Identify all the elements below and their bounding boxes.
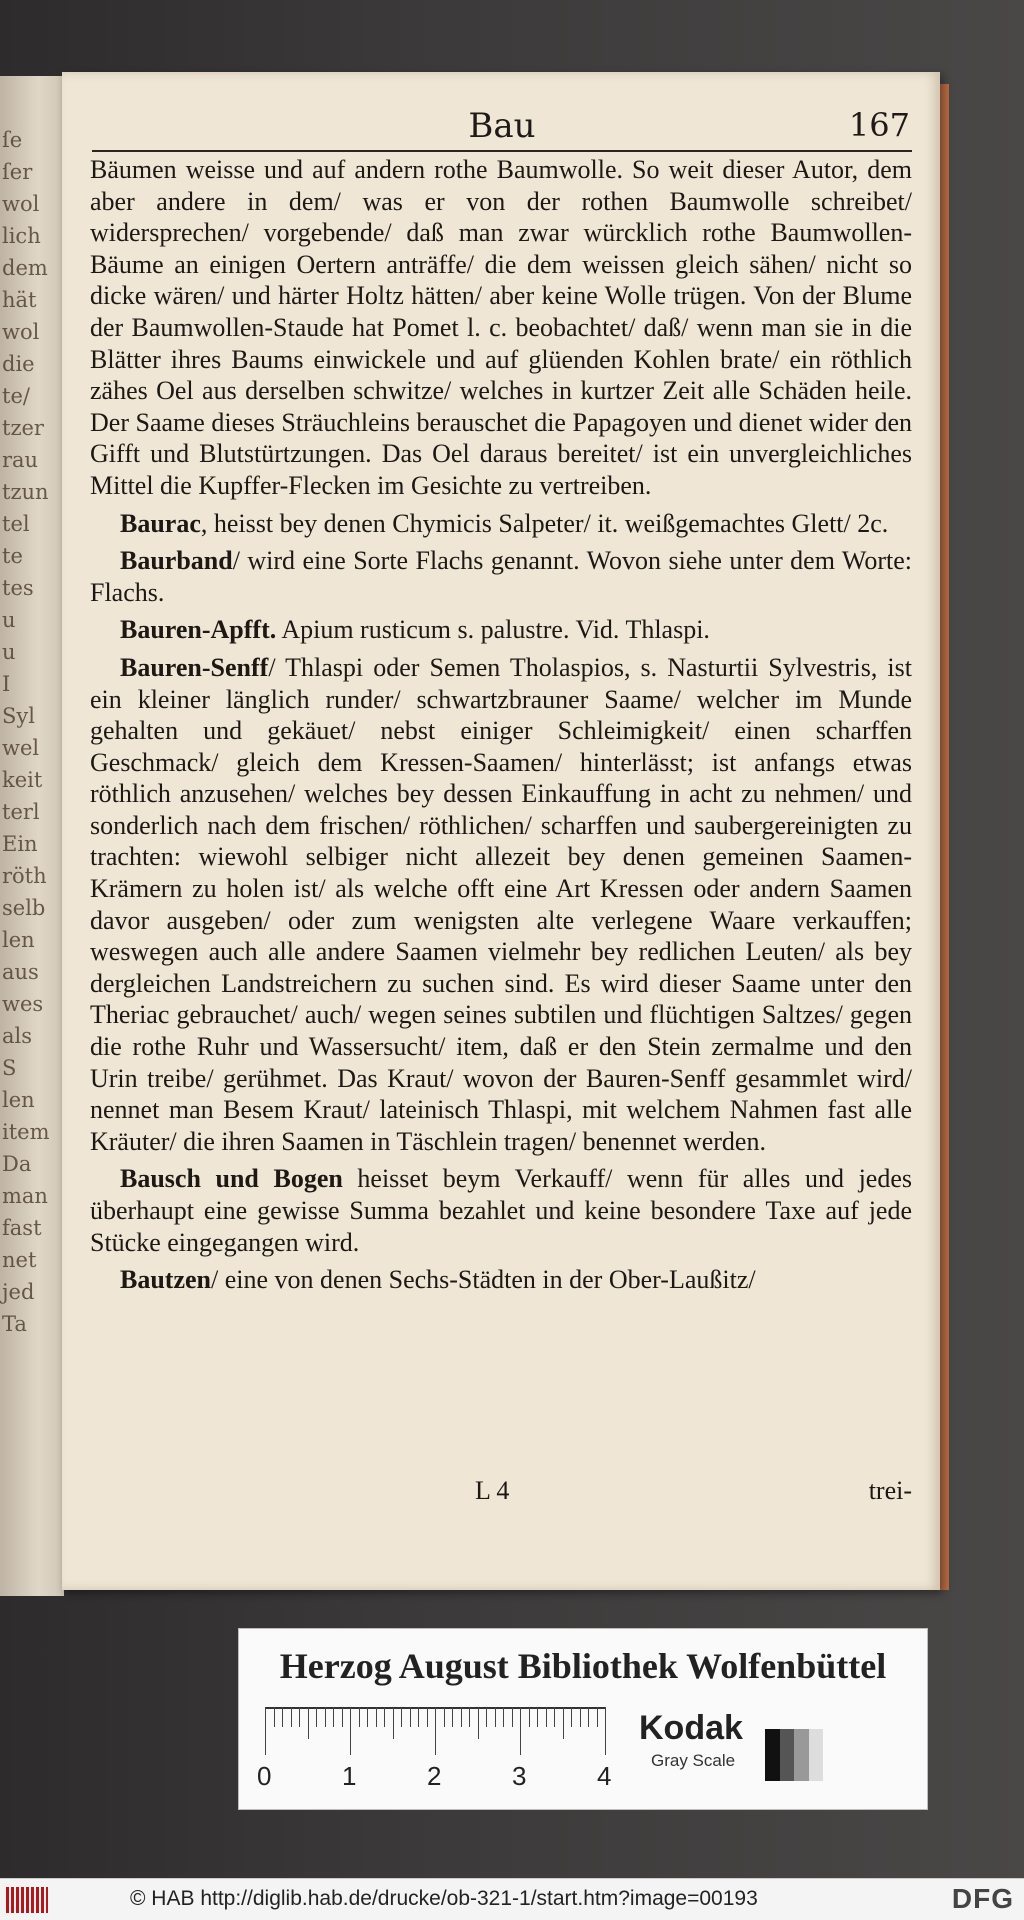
prev-page-fragment: Ein — [2, 832, 38, 856]
previous-page-edge — [0, 76, 64, 1596]
prev-page-fragment: hät — [2, 288, 37, 312]
ruler-number: 1 — [342, 1761, 357, 1791]
dictionary-entry — [90, 652, 912, 1158]
ruler-tick — [308, 1707, 309, 1739]
entry-text: heisset beym Verkauff/ wenn für alles und jedes überhaupt eine gewisse Summa bezahlet und keine besondere Taxe auf jede Stücke eingegangen wird. — [90, 1164, 912, 1257]
page-number: 167 — [848, 106, 910, 144]
ruler-tick — [427, 1707, 428, 1727]
ruler-tick — [350, 1707, 351, 1755]
ruler-tick — [461, 1707, 462, 1727]
entry-text: / eine von denen Sechs-Städten in der Ober-Laußitz/ — [211, 1265, 756, 1295]
ruler-tick — [367, 1707, 368, 1727]
ruler-number: 3 — [512, 1761, 527, 1791]
ruler-tick — [597, 1707, 598, 1727]
prev-page-fragment: dem — [2, 256, 48, 280]
ruler-tick — [333, 1707, 334, 1727]
entry-text: , heisst bey denen Chymicis Salpeter/ it. weißgemachtes Glett/ 2c. — [200, 508, 889, 538]
ruler-tick — [265, 1707, 266, 1755]
prev-page-fragment: tzun — [2, 480, 49, 504]
prev-page-fragment: tzer — [2, 416, 44, 440]
prev-page-fragment: Ta — [2, 1312, 27, 1336]
prev-page-fragment: ſer — [2, 160, 33, 184]
prev-page-fragment: lich — [2, 224, 41, 248]
entry-text: / Thlaspi oder Semen Tholaspios, s. Nasturtii Sylvestris, ist ein kleiner länglich runder/ schwartzbrauner Saame/ welcher im Munde gehalten und gekäuet/ nebst einiger Schleimigkeit/ einen scharffen Geschmack/ gleich dem Kressen-Saamen/ hinterlässt; ist anfangs etwas röthlich anzusehen/ welches bey dessen Einkauffung in acht zu nehmen/ und sonderlich nach dem frischen/ röthlichen/ scharffen und saubergereinigten zu trachten: wiewohl selbiger nicht allezeit bey denen gemeinen Saamen-Krämern zu holen ist/ als welche offt eine Art Kressen oder andern Saamen davor ausgeben/ oder zum wenigsten alte verlegene Waare verkauffen; weswegen auch alle andere Saamen vielmehr bey redlichen Leuten/ als bey dergleichen Landstreichern zu suchen sind. Es wird dieser Saame unter den Theriac gebrauchet/ auch/ wegen seines subtilen und flüchtigen Saltzes/ gegen die rothe Ruhr und Wassersucht/ item, daß er den Stein zermalme und den Urin treibe/ gerühmet. Das Kraut/ wovon der Bauren-Senff gesammlet wird/ nennet man Besem Kraut/ lateinisch Thlaspi, mit welchem Nahmen fast alle Kräuter/ die ihren Saamen in Täschlein tragen/ benennet werden. — [90, 652, 912, 1156]
prev-page-fragment: S — [2, 1056, 17, 1080]
ruler-tick — [486, 1707, 487, 1727]
prev-page-fragment: die — [2, 352, 35, 376]
prev-page-fragment: item — [2, 1120, 50, 1144]
prev-page-fragment: wes — [2, 992, 44, 1016]
ruler-tick — [299, 1707, 300, 1727]
ruler-tick — [291, 1707, 292, 1727]
entry-text: Bäumen weisse und auf andern rothe Baumwolle. So weit dieser Autor, dem aber andere in dem/ was er von der rothen Baumwolle schreibet/ widersprechen/ vorgebende/ daß man zwar würcklich rothe Baumwollen-Bäume an einigen Oertern anträffe/ die dem weissen gleich sähen/ nicht so dicke wären/ und härter Holtz hätten/ aber keine Wolle trügen. Von der Blume der Baumwollen-Staude hat Pomet l. c. beobachtet/ daß/ wenn man sie in die Blätter ihres Baums einwickele und auf glüenden Kohlen brate/ ein röthlich zähes Oel aus derselben schwitze/ welches in kurtzer Zeit alle Schäden heile. Der Saame dieses Sträuchleins berauschet die Papagoyen und dienet wider den Gifft und Blutstürtzungen. Das Oel daraus bereitet/ ist ein unvergleichliches Mittel die Kupffer-Flecken im Gesichte zu vertreiben. — [90, 155, 912, 500]
prev-page-fragment: len — [2, 1088, 35, 1112]
prev-page-fragment: rau — [2, 448, 39, 472]
scan-label-card — [238, 1628, 928, 1810]
prev-page-fragment: u — [2, 608, 16, 632]
dictionary-entry — [90, 614, 912, 646]
ruler-tick — [376, 1707, 377, 1727]
dictionary-entry — [90, 508, 912, 540]
entry-lemma: Baurband — [120, 546, 233, 576]
ruler-tick — [274, 1707, 275, 1727]
library-name: Herzog August Bibliothek Wolfenbüttel — [279, 1646, 887, 1686]
ruler-tick — [410, 1707, 411, 1727]
ruler-tick — [529, 1707, 530, 1727]
page-header — [92, 106, 912, 152]
ruler-tick — [554, 1707, 555, 1727]
catchword: trei- — [868, 1476, 912, 1505]
page-body — [90, 154, 912, 1302]
gray-scale-swatch — [765, 1729, 823, 1781]
prev-page-fragment: Syl — [2, 704, 35, 728]
prev-page-fragment: röth — [2, 864, 47, 888]
page-foot — [90, 1476, 912, 1508]
entry-text: / wird eine Sorte Flachs genannt. Wovon siehe unter dem Worte: Flachs. — [90, 546, 912, 607]
prev-page-fragment: terl — [2, 800, 40, 824]
prev-page-fragment: I — [2, 672, 11, 696]
ruler-number: 4 — [597, 1761, 612, 1791]
ruler-tick — [325, 1707, 326, 1727]
prev-page-fragment: keit — [2, 768, 43, 792]
prev-page-fragment: aus — [2, 960, 39, 984]
ruler-tick — [588, 1707, 589, 1727]
ruler-numbers — [257, 1761, 617, 1795]
ruler-tick — [503, 1707, 504, 1727]
running-head: Bau — [468, 106, 536, 146]
prev-page-fragment: wol — [2, 192, 40, 216]
dictionary-entry — [90, 545, 912, 608]
ruler-tick — [342, 1707, 343, 1727]
ruler-tick — [580, 1707, 581, 1727]
ruler-tick — [478, 1707, 479, 1739]
prev-page-fragment: tel — [2, 512, 30, 536]
prev-page-fragment: te/ — [2, 384, 30, 408]
entry-lemma: Bauren-Apfft. — [120, 615, 277, 645]
ruler-tick — [605, 1707, 606, 1755]
ruler-tick — [520, 1707, 521, 1755]
page-edge-color — [940, 84, 949, 1590]
prev-page-fragment: net — [2, 1248, 37, 1272]
ruler-tick — [563, 1707, 564, 1739]
prev-page-fragment: ſe — [2, 128, 23, 152]
dictionary-entry — [90, 1264, 912, 1296]
ruler-tick — [546, 1707, 547, 1727]
prev-page-fragment: te — [2, 544, 23, 568]
ruler-tick — [435, 1707, 436, 1755]
prev-page-fragment: jed — [2, 1280, 35, 1304]
ruler-tick — [401, 1707, 402, 1727]
prev-page-fragment: len — [2, 928, 35, 952]
hab-logo-icon — [6, 1887, 48, 1913]
kodak-logo: Kodak — [639, 1709, 743, 1747]
book-page — [62, 72, 940, 1590]
ruler-tick — [469, 1707, 470, 1727]
ruler-tick — [418, 1707, 419, 1727]
prev-page-fragment: u — [2, 640, 16, 664]
ruler-tick — [444, 1707, 445, 1727]
prev-page-fragment: als — [2, 1024, 33, 1048]
dictionary-entry — [90, 1163, 912, 1258]
footer-link[interactable]: © HAB http://diglib.hab.de/drucke/ob-321-1/start.htm?image=00193 — [130, 1887, 758, 1910]
prev-page-fragment: wel — [2, 736, 40, 760]
viewer-footer — [0, 1878, 1024, 1920]
ruler-tick — [282, 1707, 283, 1727]
ruler-tick — [452, 1707, 453, 1727]
ruler-number: 0 — [257, 1761, 272, 1791]
scale-ruler — [265, 1707, 605, 1759]
dfg-logo: DFG — [951, 1883, 1014, 1914]
ruler-tick — [393, 1707, 394, 1739]
entry-lemma: Bausch und Bogen — [120, 1164, 343, 1194]
signature-mark: L 4 — [475, 1476, 510, 1505]
entry-lemma: Bautzen — [120, 1265, 211, 1295]
ruler-tick — [316, 1707, 317, 1727]
ruler-tick — [384, 1707, 385, 1727]
ruler-tick — [512, 1707, 513, 1727]
paragraph-continuation — [90, 154, 912, 502]
entry-text: Apium rusticum s. palustre. Vid. Thlaspi. — [276, 615, 710, 645]
entry-lemma: Bauren-Senff — [120, 652, 269, 682]
ruler-tick — [537, 1707, 538, 1727]
prev-page-fragment: wol — [2, 320, 40, 344]
prev-page-fragment: selb — [2, 896, 46, 920]
gray-scale-label: Gray Scale — [651, 1751, 736, 1770]
entry-lemma: Baurac — [120, 508, 201, 538]
prev-page-fragment: man — [2, 1184, 48, 1208]
prev-page-fragment: tes — [2, 576, 34, 600]
ruler-tick — [571, 1707, 572, 1727]
ruler-number: 2 — [427, 1761, 442, 1791]
prev-page-fragment: fast — [2, 1216, 42, 1240]
ruler-tick — [495, 1707, 496, 1727]
ruler-tick — [359, 1707, 360, 1727]
prev-page-fragment: Da — [2, 1152, 32, 1176]
